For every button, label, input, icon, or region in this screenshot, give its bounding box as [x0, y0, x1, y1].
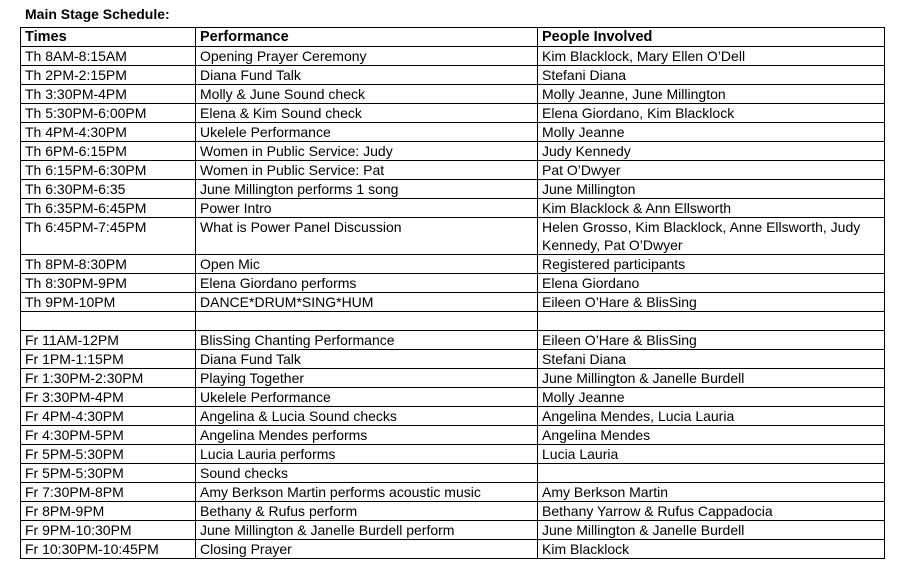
table-row — [21, 445, 885, 464]
people-cell: Molly Jeanne, June Millington — [538, 85, 885, 104]
schedule-rows — [21, 47, 885, 559]
performance-cell: Diana Fund Talk — [196, 350, 538, 369]
time-cell: Fr 11AM-12PM — [21, 331, 196, 350]
performance-cell: June Millington & Janelle Burdell perform — [196, 521, 538, 540]
performance-cell: DANCE*DRUM*SING*HUM — [196, 293, 538, 312]
column-header-people: People Involved — [538, 28, 885, 47]
people-cell: Kim Blacklock — [538, 540, 885, 559]
time-cell: Th 8:30PM-9PM — [21, 274, 196, 293]
people-cell: June Millington & Janelle Burdell — [538, 369, 885, 388]
people-cell: Kim Blacklock & Ann Ellsworth — [538, 199, 885, 218]
table-row — [21, 350, 885, 369]
performance-cell: Angelina Mendes performs — [196, 426, 538, 445]
people-cell: Lucia Lauria — [538, 445, 885, 464]
people-cell: Registered participants — [538, 255, 885, 274]
time-cell: Th 4PM-4:30PM — [21, 123, 196, 142]
schedule-table — [20, 27, 885, 559]
people-cell: Molly Jeanne — [538, 123, 885, 142]
time-cell: Fr 10:30PM-10:45PM — [21, 540, 196, 559]
table-row — [21, 104, 885, 123]
table-row — [21, 47, 885, 66]
people-cell: Stefani Diana — [538, 66, 885, 85]
table-row — [21, 274, 885, 293]
performance-cell: Women in Public Service: Judy — [196, 142, 538, 161]
people-cell: Elena Giordano, Kim Blacklock — [538, 104, 885, 123]
table-row — [21, 255, 885, 274]
performance-cell: Women in Public Service: Pat — [196, 161, 538, 180]
people-cell: Eileen O’Hare & BlisSing — [538, 331, 885, 350]
performance-cell: Elena Giordano performs — [196, 274, 538, 293]
performance-cell — [196, 312, 538, 331]
table-row — [21, 388, 885, 407]
table-row — [21, 85, 885, 104]
performance-cell: Playing Together — [196, 369, 538, 388]
time-cell — [21, 312, 196, 331]
people-cell — [538, 464, 885, 483]
people-cell: Kim Blacklock, Mary Ellen O’Dell — [538, 47, 885, 66]
performance-cell: Opening Prayer Ceremony — [196, 47, 538, 66]
table-row — [21, 180, 885, 199]
performance-cell: BlisSing Chanting Performance — [196, 331, 538, 350]
time-cell: Fr 1PM-1:15PM — [21, 350, 196, 369]
time-cell: Fr 8PM-9PM — [21, 502, 196, 521]
people-cell: Angelina Mendes, Lucia Lauria — [538, 407, 885, 426]
schedule-heading: Main Stage Schedule: — [25, 6, 170, 22]
table-row — [21, 199, 885, 218]
people-cell: Helen Grosso, Kim Blacklock, Anne Ellsworth, Judy Kennedy, Pat O’Dwyer — [538, 218, 885, 255]
people-cell — [538, 312, 885, 331]
table-row — [21, 218, 885, 255]
time-cell: Th 6:15PM-6:30PM — [21, 161, 196, 180]
people-cell: Bethany Yarrow & Rufus Cappadocia — [538, 502, 885, 521]
performance-cell: Angelina & Lucia Sound checks — [196, 407, 538, 426]
time-cell: Th 6:35PM-6:45PM — [21, 199, 196, 218]
people-cell: Judy Kennedy — [538, 142, 885, 161]
time-cell: Th 3:30PM-4PM — [21, 85, 196, 104]
performance-cell: Elena & Kim Sound check — [196, 104, 538, 123]
table-row — [21, 540, 885, 559]
people-cell: Angelina Mendes — [538, 426, 885, 445]
performance-cell: Molly & June Sound check — [196, 85, 538, 104]
table-row — [21, 502, 885, 521]
time-cell: Fr 9PM-10:30PM — [21, 521, 196, 540]
time-cell: Th 6PM-6:15PM — [21, 142, 196, 161]
time-cell: Th 2PM-2:15PM — [21, 66, 196, 85]
table-row — [21, 407, 885, 426]
performance-cell: Bethany & Rufus perform — [196, 502, 538, 521]
table-row — [21, 521, 885, 540]
table-row — [21, 369, 885, 388]
time-cell: Fr 4PM-4:30PM — [21, 407, 196, 426]
people-cell: Stefani Diana — [538, 350, 885, 369]
people-cell: Molly Jeanne — [538, 388, 885, 407]
performance-cell: Power Intro — [196, 199, 538, 218]
performance-cell: Sound checks — [196, 464, 538, 483]
table-row — [21, 161, 885, 180]
column-header-performance: Performance — [196, 28, 538, 47]
time-cell: Fr 7:30PM-8PM — [21, 483, 196, 502]
performance-cell: Ukelele Performance — [196, 123, 538, 142]
table-row — [21, 293, 885, 312]
table-row — [21, 123, 885, 142]
time-cell: Th 6:45PM-7:45PM — [21, 218, 196, 255]
table-row — [21, 312, 885, 331]
table-row — [21, 331, 885, 350]
people-cell: Elena Giordano — [538, 274, 885, 293]
performance-cell: June Millington performs 1 song — [196, 180, 538, 199]
time-cell: Th 6:30PM-6:35 — [21, 180, 196, 199]
time-cell: Th 8AM-8:15AM — [21, 47, 196, 66]
time-cell: Fr 4:30PM-5PM — [21, 426, 196, 445]
people-cell: June Millington & Janelle Burdell — [538, 521, 885, 540]
people-cell: Pat O’Dwyer — [538, 161, 885, 180]
performance-cell: Lucia Lauria performs — [196, 445, 538, 464]
time-cell: Fr 5PM-5:30PM — [21, 464, 196, 483]
performance-cell: What is Power Panel Discussion — [196, 218, 538, 255]
table-row — [21, 426, 885, 445]
performance-cell: Diana Fund Talk — [196, 66, 538, 85]
time-cell: Th 9PM-10PM — [21, 293, 196, 312]
performance-cell: Closing Prayer — [196, 540, 538, 559]
people-cell: Amy Berkson Martin — [538, 483, 885, 502]
time-cell: Th 5:30PM-6:00PM — [21, 104, 196, 123]
column-header-times: Times — [21, 28, 196, 47]
table-row — [21, 66, 885, 85]
table-row — [21, 464, 885, 483]
performance-cell: Amy Berkson Martin performs acoustic music — [196, 483, 538, 502]
people-cell: June Millington — [538, 180, 885, 199]
header-row — [21, 28, 885, 47]
time-cell: Th 8PM-8:30PM — [21, 255, 196, 274]
performance-cell: Open Mic — [196, 255, 538, 274]
performance-cell: Ukelele Performance — [196, 388, 538, 407]
time-cell: Fr 3:30PM-4PM — [21, 388, 196, 407]
time-cell: Fr 5PM-5:30PM — [21, 445, 196, 464]
table-row — [21, 142, 885, 161]
time-cell: Fr 1:30PM-2:30PM — [21, 369, 196, 388]
people-cell: Eileen O’Hare & BlisSing — [538, 293, 885, 312]
table-row — [21, 483, 885, 502]
